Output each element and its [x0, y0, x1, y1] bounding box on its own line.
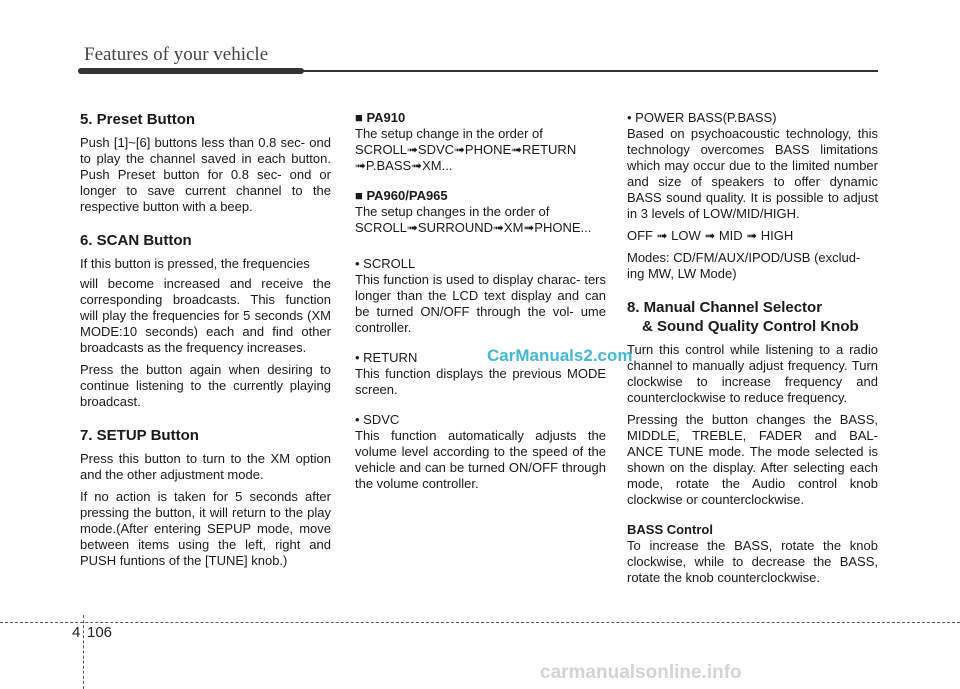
header-rule: [300, 70, 878, 72]
scroll-text: This function is used to display charac- ters longer than the LCD text display and can be turned ON/OFF through the vol- ume controller.: [355, 272, 606, 335]
setup-text-2: If no action is taken for 5 seconds after pressing the button, it will return to the play mode.(After entering SEPUP mode, move between items using the left, right and PUSH funtions of the [TUNE] knob.): [80, 489, 331, 568]
header-accent-bar: [78, 68, 304, 74]
setup-text-1: Press this button to turn to the XM option and the other adjustment mode.: [80, 451, 331, 482]
manual-channel-text-2: Pressing the button changes the BASS, MIDDLE, TREBLE, FADER and BAL- ANCE TUNE mode. The mode selected is shown on the display. After selecting each mode, rotate the Audio control knob clockwise or counterclockwise.: [627, 412, 878, 507]
power-bass-heading: • POWER BASS(P.BASS): [627, 110, 777, 125]
manual-channel-heading-line2: & Sound Quality Control Knob: [642, 318, 859, 335]
manual-channel-heading-line1: 8. Manual Channel Selector: [627, 299, 823, 316]
manual-channel-text-1: Turn this control while listening to a radio channel to manually adjust frequency. Turn clockwise to increase frequency and counterclockwise to reduce frequency.: [627, 342, 878, 405]
footer-divider: [83, 615, 84, 689]
scan-text-2: will become increased and receive the corresponding broadcasts. This function will play the frequencies for 5 seconds (XM MODE:10 seconds) each and find other broadcasts as the frequency increases.: [80, 276, 331, 355]
pa960-text: The setup changes in the order of SCROLL➟SURROUND➟XM➟PHONE...: [355, 204, 592, 235]
scan-text-3: Press the button again when desiring to continue listening to the currently playing broadcast.: [80, 362, 331, 409]
section-heading-manual-channel: [627, 298, 878, 336]
power-bass-levels: OFF ➟ LOW ➟ MID ➟ HIGH: [627, 228, 794, 243]
power-bass-modes: Modes: CD/FM/AUX/IPOD/USB (exclud- ing MW, LW Mode): [627, 250, 861, 281]
power-bass-text: Based on psychoacoustic technology, this technology overcomes BASS limitations which may occur due to the limited number and size of speakers to offer dynamic BASS sound quality. It is possible to adjust in 3 levels of LOW/MID/HIGH.: [627, 126, 878, 221]
scroll-heading: • SCROLL: [355, 256, 416, 271]
column-middle: [355, 110, 606, 498]
column-left: [80, 110, 331, 575]
section-heading-scan: 6. SCAN Button: [80, 232, 192, 249]
sdvc-text: This function automatically adjusts the volume level according to the speed of the vehicle and can be turned ON/OFF through the volume controller.: [355, 428, 606, 491]
return-heading: • RETURN: [355, 350, 418, 365]
footer-rule: [0, 622, 960, 623]
sdvc-heading: • SDVC: [355, 412, 400, 427]
bass-control-heading: BASS Control: [627, 522, 713, 537]
column-right: [627, 110, 878, 592]
pa910-text: The setup change in the order of SCROLL➟SDVC➟PHONE➟RETURN ➟P.BASS➟XM...: [355, 126, 577, 173]
page-number: 106: [87, 624, 113, 641]
watermark-logo: CarManuals2.com: [487, 346, 633, 365]
pa910-heading: ■ PA910: [355, 110, 406, 125]
preset-text: Push [1]~[6] buttons less than 0.8 sec- ond to play the channel saved in each button. Push Preset button for 0.8 sec- ond or longer to save current channel to the respective button with a beep.: [80, 135, 331, 214]
bass-control-text: To increase the BASS, rotate the knob clockwise, while to decrease the BASS, rotate the knob counterclockwise.: [627, 538, 878, 585]
page-header-title: Features of your vehicle: [84, 44, 269, 65]
section-heading-setup: 7. SETUP Button: [80, 427, 199, 444]
pa960-heading: ■ PA960/PA965: [355, 188, 448, 203]
section-heading-preset: 5. Preset Button: [80, 111, 196, 128]
site-watermark: carmanualsonline.info: [540, 662, 742, 683]
chapter-number: 4: [72, 624, 81, 641]
scan-text-1: If this button is pressed, the frequencies: [80, 256, 310, 271]
return-text: This function displays the previous MODE screen.: [355, 366, 606, 397]
